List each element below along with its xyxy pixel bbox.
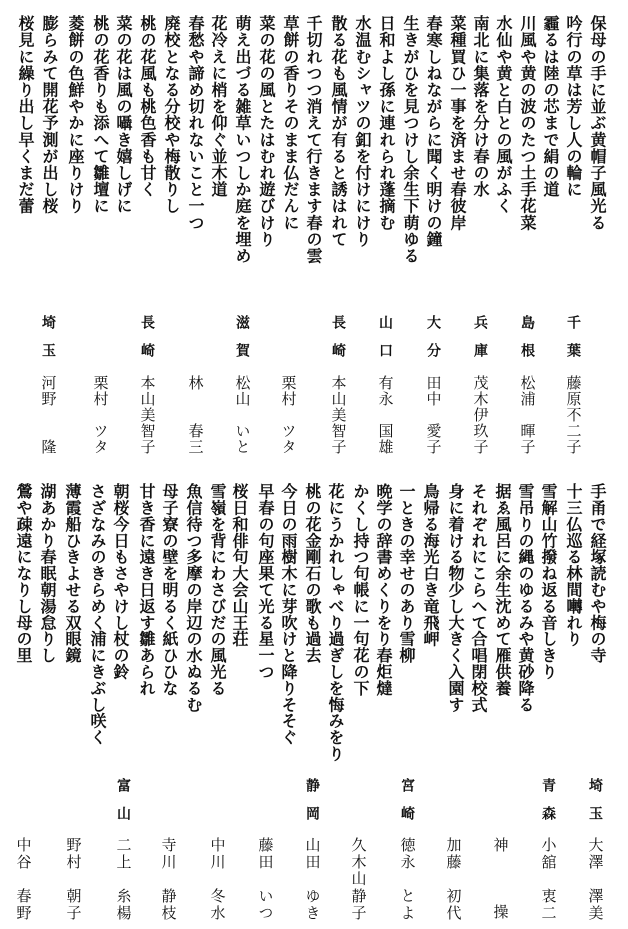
author-family-name: 藤原 [564,375,583,407]
author-prefecture: 埼玉 [587,778,603,834]
author-family-name: 松浦 [518,375,537,407]
haiku-column: 川風や黄の波のたつ土手花菜 [518,15,537,231]
author-prefecture: 埼玉 [40,315,56,371]
haiku-column: 菜の花は風の囁き嬉しげに [114,15,133,215]
author-prefecture: 宮崎 [399,778,415,834]
author-family-name: 徳永 [398,837,417,871]
author-name [540,837,556,921]
author-given-name: ゆき [303,887,322,921]
haiku-column: 千切れつつ消えて行きます春の雲 [304,15,323,264]
haiku-column: 桃の花香りも添へて雛壇に [91,15,110,215]
author-name [65,837,81,921]
haiku-column: 膨らみて開花予測が出し桜 [40,15,59,215]
author-family-name: 松山 [233,375,252,407]
author-given-name: 伊玖子 [471,407,490,455]
author-given-name: 国雄 [376,423,395,455]
author-prefecture: 青森 [540,778,556,834]
author-given-name: 美智子 [329,407,348,455]
haiku-column: 手甬で経塚読むや梅の寺 [588,483,607,664]
haiku-column: さざなみのきらめく浦にきぶし咲く [88,483,107,746]
author-family-name: 林 [186,375,205,391]
author-given-name: 操 [491,904,510,921]
author-name [399,837,415,921]
author-given-name: とよ [398,887,417,921]
author-given-name: 暉子 [518,423,537,455]
author-given-name: 澤美 [586,887,605,921]
author-name [304,837,320,921]
author-family-name: 寺川 [159,837,178,871]
haiku-column: 草餅の香りそのまま仏だんに [281,15,300,231]
haiku-column: 吟行の草は芳し人の輪に [564,15,583,198]
author-name [587,837,603,921]
haiku-column: 散る花も風情が有ると誘はれて [329,15,348,248]
haiku-column: 日和よし孫に連れられ蓬摘む [377,15,396,231]
haiku-column: 雪吊りの縄のゆるみや黄砂降る [516,483,535,713]
haiku-column: 今日の雨樹木に芽吹けと降りそそぐ [279,483,298,746]
author-prefecture: 長崎 [139,315,155,371]
author-given-name: 愛子 [424,423,443,455]
author-name [160,837,176,921]
haiku-column: 菱餅の色鮮やかに座りけり [66,15,85,215]
haiku-column: 朝桜今日もさやけし杖の鈴 [111,483,130,680]
author-family-name: 大澤 [586,837,605,871]
author-prefecture: 静岡 [304,778,320,834]
author-given-name: いつ [256,887,275,921]
author-name [445,837,461,921]
haiku-column: 保母の手に並ぶ黄帽子風光る [588,15,607,231]
author-family-name: 藤田 [256,837,275,871]
haiku-column: 桜日和俳句大会山王荘 [230,483,249,647]
author-prefecture: 長崎 [330,315,346,371]
author-prefecture: 千葉 [565,315,581,371]
author-prefecture: 島根 [519,315,535,371]
author-given-name: 衷二 [539,887,558,921]
author-family-name: 栗村 [91,375,110,407]
author-name [209,837,225,921]
author-given-name: 静枝 [159,887,178,921]
haiku-column: 桃の花金剛石の歌も過去 [303,483,322,664]
haiku-column: 春寒しねながらに聞く明けの鐘 [424,15,443,248]
author-family-name: 野村 [64,837,83,871]
haiku-column: かくし持つ句帳に一句花の下 [351,483,370,697]
haiku-column: 鳥帰る海光白き竜飛岬 [421,483,440,647]
author-family-name: 本山 [138,375,157,407]
author-given-name: 冬水 [208,887,227,921]
author-prefecture: 兵庫 [472,315,488,371]
haiku-column: 湖あかり春眠朝湯怠りし [38,483,57,664]
haiku-column: 据ゑ風呂に余生沈めて雁供養 [493,483,512,697]
author-given-name: 隆 [39,439,58,455]
author-prefecture: 富山 [115,778,131,834]
author-family-name: 本山 [329,375,348,407]
haiku-column: 廃校となる分校や梅散りし [162,15,181,215]
haiku-column: 早春の句座果て光る星一つ [256,483,275,680]
haiku-column: 雪解山竹撥ね返る音しきり [539,483,558,680]
author-name [15,837,31,921]
author-name [350,837,366,921]
haiku-column: 身に着ける物少し大きく入園す [446,483,465,713]
author-given-name: 不二子 [564,407,583,455]
haiku-column: 桜見に繰り出し早くまだ蕾 [16,15,35,215]
haiku-column: 一ときの幸せのあり雪柳 [397,483,416,664]
author-given-name: 初代 [444,887,463,921]
haiku-column: 晩学の辞書めくりをり春炬燵 [374,483,393,697]
author-given-name: いと [233,423,252,455]
author-name [492,837,508,921]
author-given-name: 糸楊 [114,887,133,921]
haiku-column: 南北に集落を分け春の水 [471,15,490,198]
author-family-name: 河野 [39,375,58,407]
author-given-name: 春野 [14,887,33,921]
author-given-name: 春三 [186,423,205,455]
haiku-column: 母子寮の壁を明るく紙ひひな [160,483,179,697]
author-family-name: 茂木 [471,375,490,407]
author-family-name: 神 [491,837,510,854]
haiku-column: 十三仏巡る林間囀れり [564,483,583,647]
author-family-name: 田中 [424,375,443,407]
author-name [257,837,273,921]
author-family-name: 中谷 [14,837,33,871]
haiku-column: 鶯や疎遠になりし母の里 [14,483,33,664]
haiku-column: 霾るは陸の芯まで絹の道 [541,15,560,198]
author-given-name: 静子 [349,887,368,921]
author-family-name: 山田 [303,837,322,871]
author-family-name: 久木山 [349,837,368,888]
author-given-name: 美智子 [138,407,157,455]
haiku-column: 水温むシャツの釦を付けにけり [353,15,372,248]
author-given-name: ツタ [279,423,298,455]
haiku-column: 魚信待つ多摩の岸辺の水ぬるむ [184,483,203,713]
haiku-column: 甘き香に遠き日返す雛あられ [137,483,156,697]
author-prefecture: 大分 [425,315,441,371]
author-name [115,837,131,921]
author-family-name: 小舘 [539,837,558,871]
haiku-column: 菜種買ひ一事を済ませ春彼岸 [448,15,467,231]
author-family-name: 加藤 [444,837,463,871]
haiku-column: 薄霞船ひきよせる双眼鏡 [63,483,82,664]
haiku-column: 春愁や諦め切れないこと一つ [186,15,205,231]
haiku-column: 生きがひを見つけし余生下萌ゆる [401,15,420,264]
author-prefecture: 滋賀 [234,315,250,371]
haiku-column: 雪嶺を背にわさびだの風光る [208,483,227,697]
author-family-name: 栗村 [279,375,298,407]
author-family-name: 二上 [114,837,133,871]
haiku-column: 桃の花風も桃色香も甘く [138,15,157,198]
haiku-column: 萌え出づる雑草いつしか庭を埋め [233,15,252,264]
author-given-name: ツタ [91,423,110,455]
haiku-column: それぞれにこらへて合唱閉校式 [469,483,488,713]
author-given-name: 朝子 [64,887,83,921]
author-prefecture: 山口 [377,315,393,371]
haiku-column: 花冷えに梢を仰ぐ並木道 [209,15,228,198]
haiku-column: 水仙や黄と白との風がふく [494,15,513,215]
author-family-name: 中川 [208,837,227,871]
author-family-name: 有永 [376,375,395,407]
haiku-column: 花にうかれしゃべり過ぎしを悔みをり [326,483,345,762]
haiku-column: 菜の花の風とたはむれ遊びけり [257,15,276,248]
